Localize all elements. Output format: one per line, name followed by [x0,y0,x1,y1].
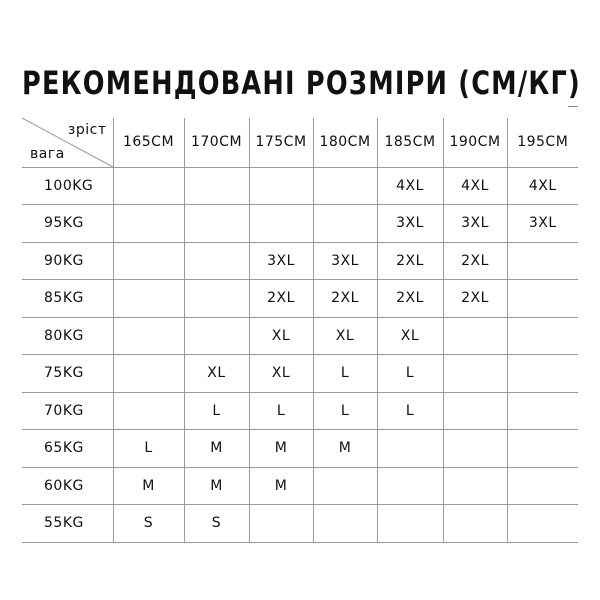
size-cell: 2XL [377,280,443,318]
corner-header-cell [22,118,113,167]
size-cell [507,242,578,280]
weight-row-label: 90KG [22,242,113,280]
size-cell [313,467,377,505]
size-cell [113,392,184,430]
table-row [22,467,578,505]
size-cell [507,392,578,430]
size-cell: 2XL [313,280,377,318]
weight-row-label: 85KG [22,280,113,318]
header-row [22,118,578,167]
table-row [22,355,578,393]
size-cell: 2XL [443,280,507,318]
size-cell: 4XL [377,167,443,205]
table-row [22,205,578,243]
size-cell: 2XL [377,242,443,280]
size-cell: M [249,467,313,505]
weight-axis-label: вага [30,145,65,162]
weight-row-label: 95KG [22,205,113,243]
size-cell [113,355,184,393]
size-cell [377,467,443,505]
page-title: РЕКОМЕНДОВАНІ РОЗМІРИ (СМ/КГ) [22,64,581,102]
size-cell [113,280,184,318]
size-cell: 2XL [443,242,507,280]
weight-row-label: 65KG [22,430,113,468]
size-cell [507,280,578,318]
size-cell [507,505,578,543]
table-row [22,430,578,468]
size-cell: L [377,355,443,393]
table-row [22,317,578,355]
table-row [22,505,578,543]
size-cell [184,280,249,318]
size-cell [313,505,377,543]
size-cell [249,167,313,205]
size-cell: 3XL [507,205,578,243]
size-cell [184,167,249,205]
size-cell: L [113,430,184,468]
size-cell [443,317,507,355]
weight-row-label: 60KG [22,467,113,505]
size-cell [184,242,249,280]
table-row [22,280,578,318]
table-row [22,392,578,430]
weight-row-label: 80KG [22,317,113,355]
size-cell: L [313,355,377,393]
size-cell: 3XL [313,242,377,280]
size-cell [184,205,249,243]
size-cell: 3XL [377,205,443,243]
size-cell [377,505,443,543]
size-cell [443,505,507,543]
size-cell [249,505,313,543]
height-header-cell: 185CM [377,118,443,167]
size-cell: 4XL [443,167,507,205]
size-cell: 4XL [507,167,578,205]
size-cell: 2XL [249,280,313,318]
size-cell: XL [313,317,377,355]
height-header-cell: 190CM [443,118,507,167]
size-cell: M [249,430,313,468]
size-cell: XL [377,317,443,355]
table-row [22,167,578,205]
weight-row-label: 70KG [22,392,113,430]
size-cell: 3XL [443,205,507,243]
size-cell: XL [184,355,249,393]
size-cell: S [184,505,249,543]
size-chart-table [22,118,578,543]
size-cell: M [184,467,249,505]
size-cell [184,317,249,355]
size-cell [443,430,507,468]
size-cell [507,355,578,393]
size-cell [113,205,184,243]
size-cell: 3XL [249,242,313,280]
size-cell [249,205,313,243]
size-cell [443,467,507,505]
weight-row-label: 100KG [22,167,113,205]
weight-row-label: 75KG [22,355,113,393]
size-cell [113,167,184,205]
size-cell: XL [249,355,313,393]
weight-row-label: 55KG [22,505,113,543]
size-cell [507,430,578,468]
size-cell [377,430,443,468]
height-header-cell: 175CM [249,118,313,167]
size-cell [507,467,578,505]
size-cell: L [377,392,443,430]
height-header-cell: 165CM [113,118,184,167]
size-cell [313,167,377,205]
size-cell [507,317,578,355]
size-cell [113,317,184,355]
size-cell: XL [249,317,313,355]
size-cell [443,355,507,393]
size-cell: M [313,430,377,468]
size-cell [113,242,184,280]
size-cell: M [113,467,184,505]
table-row [22,242,578,280]
size-cell: L [313,392,377,430]
size-cell: M [184,430,249,468]
height-axis-label: зріст [67,122,107,138]
title-divider [568,106,578,107]
size-cell: L [184,392,249,430]
height-header-cell: 180CM [313,118,377,167]
size-cell [313,205,377,243]
size-cell: L [249,392,313,430]
size-cell [443,392,507,430]
height-header-cell: 170CM [184,118,249,167]
size-cell: S [113,505,184,543]
height-header-cell: 195CM [507,118,578,167]
